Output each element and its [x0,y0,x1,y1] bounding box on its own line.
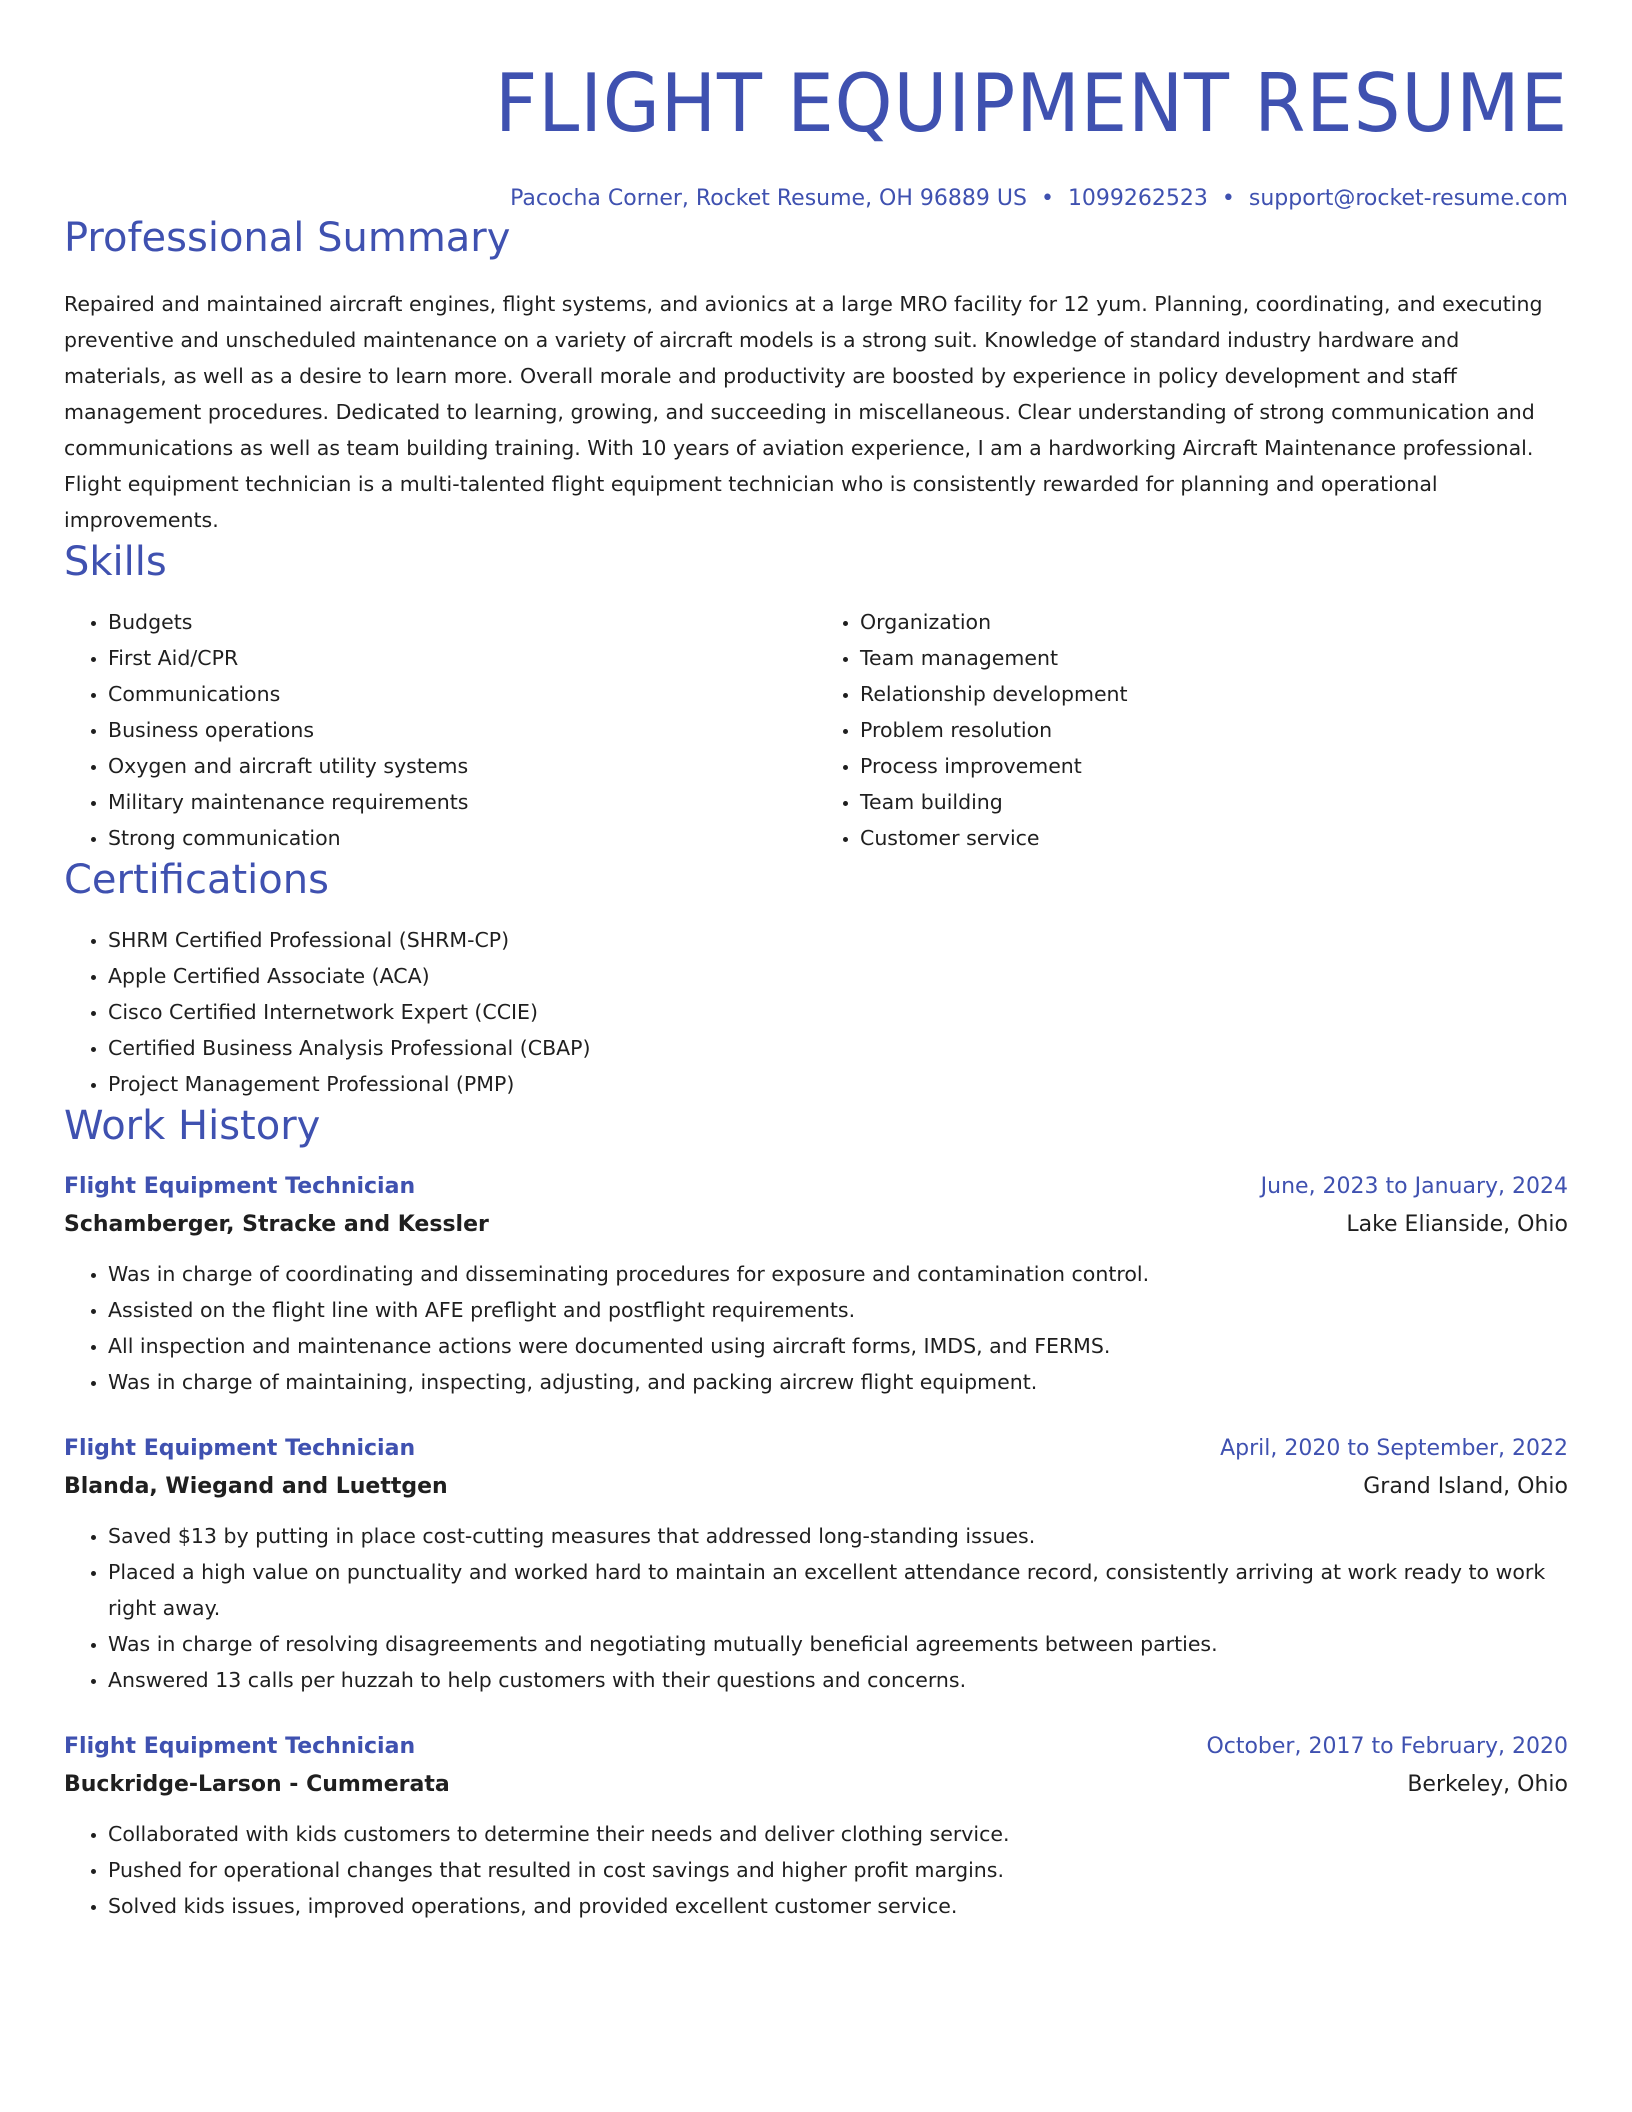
job-entry [64,1430,1568,1698]
certifications-list [64,922,1568,1102]
job-company: Buckridge-Larson - Cummerata [64,1772,450,1797]
job-bullet: • Placed a high value on punctuality and worked hard to maintain an excellent attendance record, consistently arriving at work ready to work right away. [108,1554,1568,1626]
skill-item: • Customer service [860,820,1568,856]
job-bullet: • Answered 13 calls per huzzah to help customers with their questions and concerns. [108,1662,1568,1698]
skills-columns [64,604,1568,856]
summary-heading: Professional Summary [64,215,511,261]
certification-item: • Certified Business Analysis Professional (CBAP) [108,1030,1568,1066]
skill-item: • Business operations [108,712,816,748]
job-bullet: • Saved $13 by putting in place cost-cutting measures that addressed long-standing issues. [108,1518,1568,1554]
job-bullet: • Was in charge of resolving disagreements and negotiating mutually beneficial agreements between parties. [108,1626,1568,1662]
job-bullets [64,1816,1568,1924]
job-location: Grand Island, Ohio [1363,1474,1568,1499]
certification-item: • Apple Certified Associate (ACA) [108,958,1568,994]
job-bullet: • Was in charge of maintaining, inspecting, adjusting, and packing aircrew flight equipment. [108,1364,1568,1400]
skills-list-right [816,604,1568,856]
contact-email: support@rocket-resume.com [1248,186,1568,211]
skill-item: • Team building [860,784,1568,820]
skill-item: • Budgets [108,604,816,640]
skill-item: • Relationship development [860,676,1568,712]
job-company: Schamberger, Stracke and Kessler [64,1212,489,1237]
job-title: Flight Equipment Technician [64,1734,416,1759]
job-location: Lake Elianside, Ohio [1346,1212,1568,1237]
certifications-heading: Certifications [64,857,329,903]
skill-item: • Team management [860,640,1568,676]
skill-item: • Strong communication [108,820,816,856]
skill-item: • Military maintenance requirements [108,784,816,820]
job-bullet: • Solved kids issues, improved operations, and provided excellent customer service. [108,1888,1568,1924]
job-entry [64,1168,1568,1400]
resume-title: FLIGHT EQUIPMENT RESUME [495,57,1568,150]
contact-separator: • [1221,186,1235,211]
skill-item: • First Aid/CPR [108,640,816,676]
job-location: Berkeley, Ohio [1407,1772,1568,1797]
contact-line [64,184,1568,214]
job-dates: June, 2023 to January, 2024 [1260,1174,1568,1199]
job-bullet: • Collaborated with kids customers to determine their needs and deliver clothing service. [108,1816,1568,1852]
job-dates: April, 2020 to September, 2022 [1220,1436,1568,1461]
job-bullet: • Was in charge of coordinating and disseminating procedures for exposure and contamination control. [108,1256,1568,1292]
job-dates: October, 2017 to February, 2020 [1206,1734,1568,1759]
job-title: Flight Equipment Technician [64,1174,416,1199]
skill-item: • Oxygen and aircraft utility systems [108,748,816,784]
job-bullet: • Pushed for operational changes that resulted in cost savings and higher profit margins. [108,1852,1568,1888]
certification-item: • Project Management Professional (PMP) [108,1066,1568,1102]
skill-item: • Process improvement [860,748,1568,784]
job-company: Blanda, Wiegand and Luettgen [64,1474,448,1499]
job-bullets [64,1518,1568,1698]
skill-item: • Organization [860,604,1568,640]
job-entry [64,1728,1568,1924]
certification-item: • SHRM Certified Professional (SHRM-CP) [108,922,1568,958]
contact-separator: • [1040,186,1054,211]
contact-address: Pacocha Corner, Rocket Resume, OH 96889 US [510,186,1027,211]
job-title: Flight Equipment Technician [64,1436,416,1461]
skill-item: • Problem resolution [860,712,1568,748]
job-bullets [64,1256,1568,1400]
job-bullet: • All inspection and maintenance actions were documented using aircraft forms, IMDS, and FERMS. [108,1328,1568,1364]
certification-item: • Cisco Certified Internetwork Expert (CCIE) [108,994,1568,1030]
summary-text: Repaired and maintained aircraft engines, flight systems, and avionics at a large MRO facility for 12 yum. Planning, coordinating, and executing preventive and unscheduled maintenance on a variety of aircraft models is a strong suit. Knowledge of standard industry hardware and materials, as well as a desire to learn more. Overall morale and productivity are boosted by experience in policy development and staff management procedures. Dedicated to learning, growing, and succeeding in miscellaneous. Clear understanding of strong communication and communications as well as team building training. With 10 years of aviation experience, I am a hardworking Aircraft Maintenance professional. Flight equipment technician is a multi-talented flight equipment technician who is consistently rewarded for planning and operational improvements. [64,292,1543,532]
work-history-heading: Work History [64,1103,321,1149]
skills-heading: Skills [64,539,167,585]
contact-phone: 1099262523 [1067,186,1208,211]
skills-list-left [64,604,816,856]
job-bullet: • Assisted on the flight line with AFE preflight and postflight requirements. [108,1292,1568,1328]
skill-item: • Communications [108,676,816,712]
